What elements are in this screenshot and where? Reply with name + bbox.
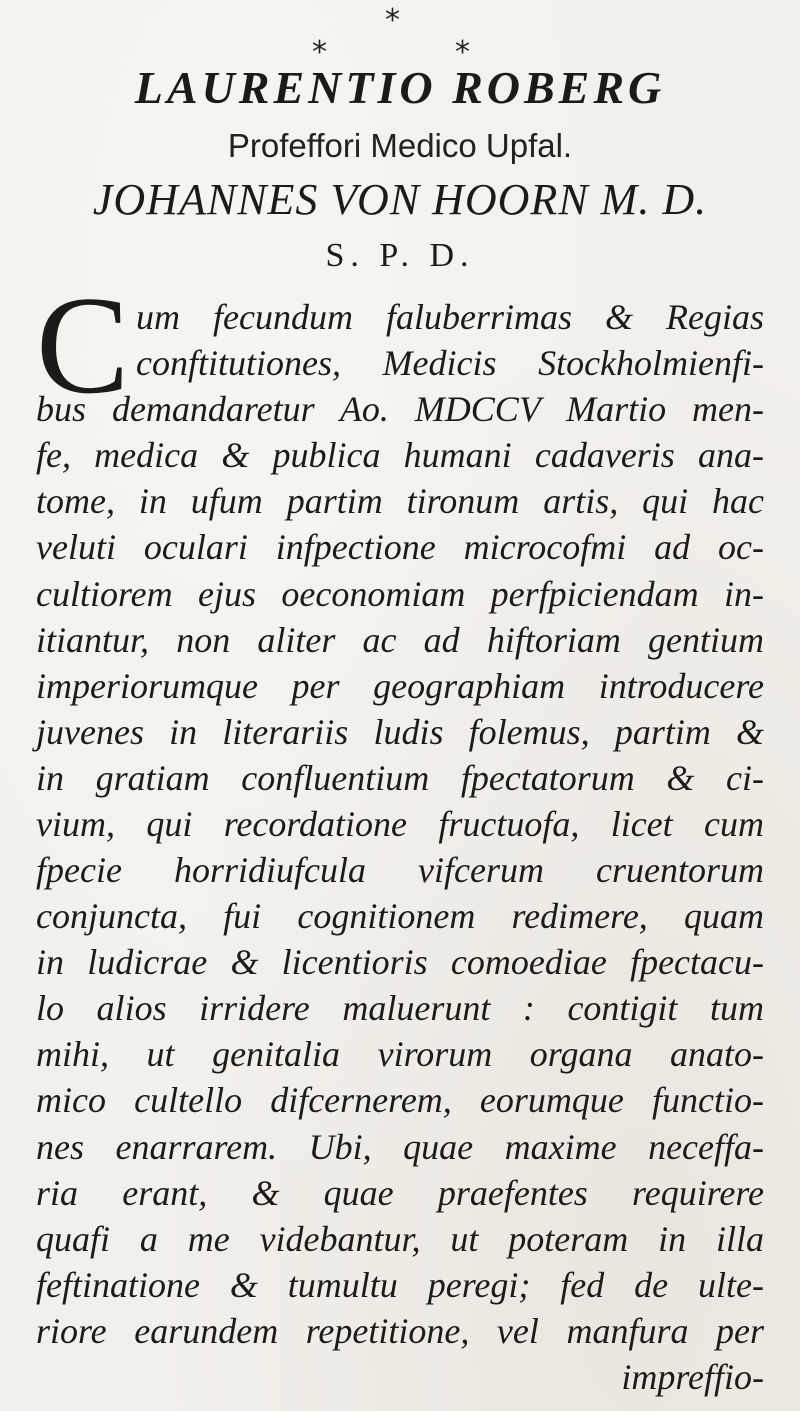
text-line: mihi, ut genitalia virorum organa anato- (36, 1034, 764, 1074)
star-icon: * (385, 3, 400, 38)
dedicatee-name: LAURENTIO ROBERG (134, 62, 666, 113)
text-line: veluti oculari infpectione microcofmi ad oc- (36, 527, 764, 567)
text-line: cultiorem ejus oeconomiam perfpiciendam in- (36, 574, 764, 614)
text-line: feftinatione & tumultu peregi; fed de ulte- (36, 1265, 764, 1305)
text-line: lo alios irridere maluerunt : contigit tum (36, 988, 764, 1028)
text-line: nes enarrarem. Ubi, quae maxime neceffa- (36, 1127, 764, 1167)
text-line: imperiorumque per geographiam introducere (36, 666, 764, 706)
text-line: mico cultello difcernerem, eorumque functio- (36, 1080, 764, 1120)
dedicatee-title: Profeffori Medico Upfal. (227, 127, 573, 164)
star-icon: * (455, 35, 470, 70)
text-line: itiantur, non aliter ac ad hiftoriam gentium (36, 620, 764, 660)
text-line: tome, in ufum partim tironum artis, qui hac (36, 481, 764, 521)
text-line: bus demandaretur Ao. MDCCV Martio men- (36, 389, 764, 429)
text-line: fe, medica & publica humani cadaveris ana- (36, 435, 764, 475)
text-line: um fecundum faluberrimas & Regias (136, 297, 764, 337)
text-line: quafi a me videbantur, ut poteram in illa (36, 1219, 764, 1259)
text-line: ria erant, & quae praefentes requirere (36, 1173, 764, 1213)
text-line: vium, qui recordatione fructuofa, licet cum (36, 804, 764, 844)
text-line: juvenes in literariis ludis folemus, partim & (36, 712, 764, 752)
text-line: impreffio- (621, 1357, 764, 1397)
text-line: riore earundem repetitione, vel manfura per (36, 1311, 764, 1351)
text-line: fpecie horridiufcula vifcerum cruentorum (36, 850, 764, 890)
text-line: in gratiam confluentium fpectatorum & ci- (36, 758, 764, 798)
text-line: conftitutiones, Medicis Stockholmienfi- (136, 343, 764, 383)
author-name: JOHANNES VON HOORN M. D. (92, 175, 708, 224)
drop-cap-initial: C (36, 268, 130, 423)
text-line: in ludicrae & licentioris comoediae fpectacu- (36, 942, 764, 982)
salutation: S. P. D. (325, 237, 475, 274)
text-line: conjuncta, fui cognitionem redimere, quam (36, 896, 764, 936)
star-icon: * (312, 35, 327, 70)
